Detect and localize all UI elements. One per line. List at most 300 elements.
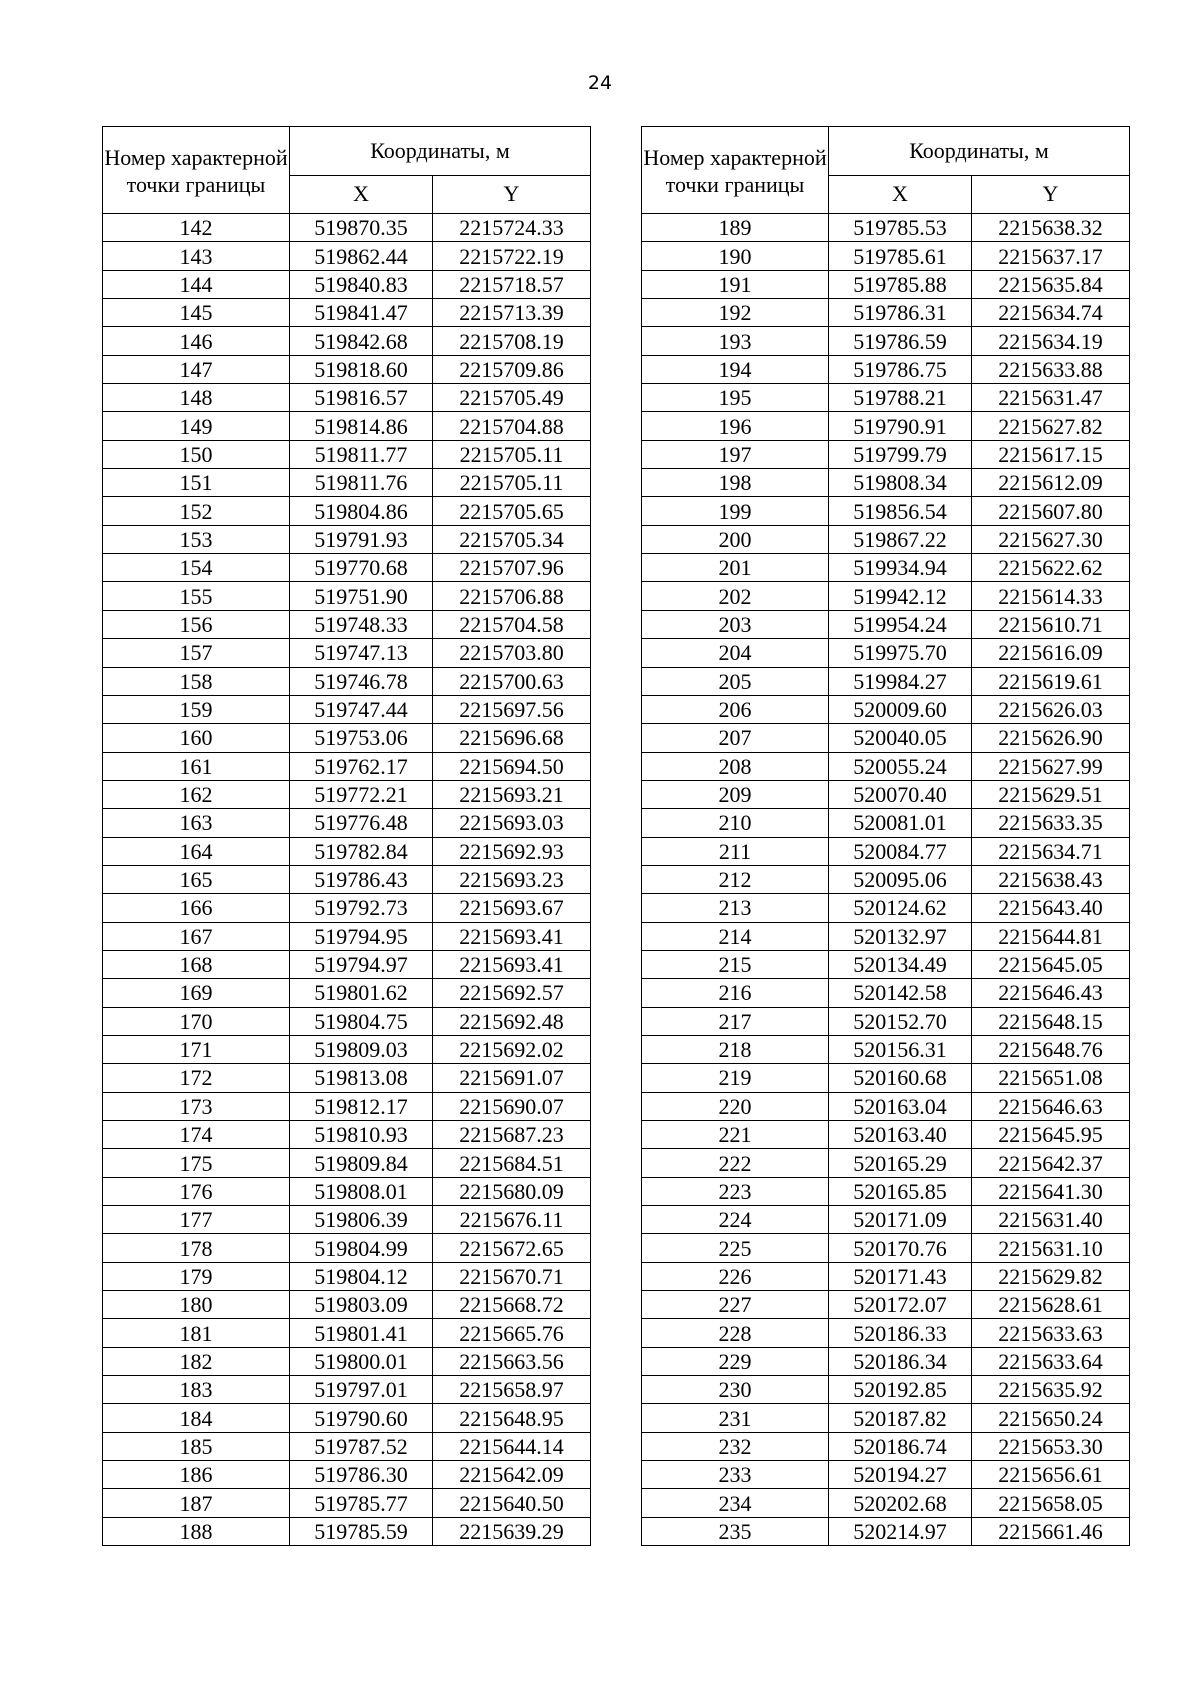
y-coordinate-cell: 2215651.08 (972, 1064, 1130, 1092)
x-coordinate-cell: 519809.03 (290, 1035, 433, 1063)
point-number-cell: 216 (642, 979, 829, 1007)
y-coordinate-cell: 2215704.58 (433, 610, 591, 638)
table-row (642, 1376, 1130, 1404)
point-number-cell: 194 (642, 355, 829, 383)
x-coordinate-cell: 519785.53 (829, 214, 972, 242)
table-row (103, 1177, 591, 1205)
table-row (103, 610, 591, 638)
point-number-cell: 184 (103, 1404, 290, 1432)
coordinates-table-right (641, 126, 1130, 1546)
y-coordinate-cell: 2215656.61 (972, 1461, 1130, 1489)
table-row (642, 752, 1130, 780)
x-header: X (829, 175, 972, 213)
point-number-cell: 195 (642, 384, 829, 412)
point-number-cell: 215 (642, 950, 829, 978)
x-coordinate-cell: 519785.61 (829, 242, 972, 270)
x-coordinate-cell: 519786.43 (290, 865, 433, 893)
x-coordinate-cell: 519942.12 (829, 582, 972, 610)
y-coordinate-cell: 2215650.24 (972, 1404, 1130, 1432)
point-number-cell: 196 (642, 412, 829, 440)
y-coordinate-cell: 2215693.41 (433, 950, 591, 978)
table-row (642, 582, 1130, 610)
table-row (642, 894, 1130, 922)
table-row (642, 639, 1130, 667)
y-coordinate-cell: 2215648.95 (433, 1404, 591, 1432)
point-number-cell: 153 (103, 525, 290, 553)
x-coordinate-cell: 519786.31 (829, 299, 972, 327)
x-coordinate-cell: 519870.35 (290, 214, 433, 242)
table-row (103, 1376, 591, 1404)
x-coordinate-cell: 519813.08 (290, 1064, 433, 1092)
y-coordinate-cell: 2215610.71 (972, 610, 1130, 638)
x-coordinate-cell: 519800.01 (290, 1347, 433, 1375)
x-coordinate-cell: 520186.33 (829, 1319, 972, 1347)
point-number-cell: 207 (642, 724, 829, 752)
table-row (103, 1461, 591, 1489)
table-row (103, 865, 591, 893)
table-row (642, 695, 1130, 723)
table-row (642, 809, 1130, 837)
table-row (103, 1262, 591, 1290)
point-number-cell: 169 (103, 979, 290, 1007)
table-row (103, 922, 591, 950)
point-number-cell: 145 (103, 299, 290, 327)
x-coordinate-cell: 520172.07 (829, 1291, 972, 1319)
x-coordinate-cell: 520163.04 (829, 1092, 972, 1120)
point-number-cell: 214 (642, 922, 829, 950)
y-header: Y (972, 175, 1130, 213)
table-row (103, 639, 591, 667)
point-number-cell: 192 (642, 299, 829, 327)
table-row (642, 270, 1130, 298)
table-row (103, 1064, 591, 1092)
y-coordinate-cell: 2215626.03 (972, 695, 1130, 723)
point-number-cell: 234 (642, 1489, 829, 1517)
point-number-cell: 201 (642, 554, 829, 582)
y-coordinate-cell: 2215642.09 (433, 1461, 591, 1489)
point-number-cell: 197 (642, 440, 829, 468)
y-coordinate-cell: 2215637.17 (972, 242, 1130, 270)
x-coordinate-cell: 519751.90 (290, 582, 433, 610)
x-coordinate-cell: 519804.99 (290, 1234, 433, 1262)
x-coordinate-cell: 519810.93 (290, 1121, 433, 1149)
x-coordinate-cell: 519786.59 (829, 327, 972, 355)
x-coordinate-cell: 520171.09 (829, 1206, 972, 1234)
x-coordinate-cell: 520132.97 (829, 922, 972, 950)
y-coordinate-cell: 2215692.48 (433, 1007, 591, 1035)
y-coordinate-cell: 2215640.50 (433, 1489, 591, 1517)
table-row (103, 1007, 591, 1035)
point-number-cell: 171 (103, 1035, 290, 1063)
x-coordinate-cell: 520187.82 (829, 1404, 972, 1432)
y-coordinate-cell: 2215672.65 (433, 1234, 591, 1262)
point-number-cell: 203 (642, 610, 829, 638)
x-coordinate-cell: 519804.75 (290, 1007, 433, 1035)
y-coordinate-cell: 2215703.80 (433, 639, 591, 667)
y-coordinate-cell: 2215633.35 (972, 809, 1130, 837)
y-coordinate-cell: 2215645.95 (972, 1121, 1130, 1149)
point-number-cell: 208 (642, 752, 829, 780)
x-header: X (290, 175, 433, 213)
y-coordinate-cell: 2215705.11 (433, 469, 591, 497)
point-number-cell: 212 (642, 865, 829, 893)
table-row (642, 865, 1130, 893)
y-coordinate-cell: 2215693.23 (433, 865, 591, 893)
y-coordinate-cell: 2215635.92 (972, 1376, 1130, 1404)
table-row (642, 525, 1130, 553)
x-coordinate-cell: 520160.68 (829, 1064, 972, 1092)
point-number-cell: 189 (642, 214, 829, 242)
y-coordinate-cell: 2215631.47 (972, 384, 1130, 412)
y-coordinate-cell: 2215634.74 (972, 299, 1130, 327)
y-coordinate-cell: 2215627.99 (972, 752, 1130, 780)
point-number-cell: 206 (642, 695, 829, 723)
table-row (642, 979, 1130, 1007)
point-number-cell: 151 (103, 469, 290, 497)
y-coordinate-cell: 2215709.86 (433, 355, 591, 383)
table-row (103, 979, 591, 1007)
table-row (103, 752, 591, 780)
table-row (103, 1432, 591, 1460)
y-coordinate-cell: 2215706.88 (433, 582, 591, 610)
x-coordinate-cell: 519814.86 (290, 412, 433, 440)
point-number-cell: 229 (642, 1347, 829, 1375)
table-row (642, 1461, 1130, 1489)
point-number-cell: 143 (103, 242, 290, 270)
table-row (103, 1121, 591, 1149)
x-coordinate-cell: 519842.68 (290, 327, 433, 355)
point-number-cell: 190 (642, 242, 829, 270)
point-number-cell: 178 (103, 1234, 290, 1262)
y-coordinate-cell: 2215642.37 (972, 1149, 1130, 1177)
x-coordinate-cell: 519803.09 (290, 1291, 433, 1319)
y-coordinate-cell: 2215635.84 (972, 270, 1130, 298)
point-number-cell: 155 (103, 582, 290, 610)
point-number-cell: 158 (103, 667, 290, 695)
x-coordinate-cell: 520186.34 (829, 1347, 972, 1375)
table-row (642, 1149, 1130, 1177)
point-number-cell: 168 (103, 950, 290, 978)
table-row (642, 1517, 1130, 1545)
table-row (103, 554, 591, 582)
x-coordinate-cell: 519782.84 (290, 837, 433, 865)
coordinates-header: Координаты, м (290, 127, 591, 176)
y-coordinate-cell: 2215648.76 (972, 1035, 1130, 1063)
y-coordinate-cell: 2215700.63 (433, 667, 591, 695)
y-coordinate-cell: 2215691.07 (433, 1064, 591, 1092)
x-coordinate-cell: 520165.85 (829, 1177, 972, 1205)
table-row (103, 695, 591, 723)
table-row (642, 610, 1130, 638)
point-number-cell: 187 (103, 1489, 290, 1517)
table-row (103, 327, 591, 355)
y-coordinate-cell: 2215631.10 (972, 1234, 1130, 1262)
table-row (642, 950, 1130, 978)
y-coordinate-cell: 2215645.05 (972, 950, 1130, 978)
y-coordinate-cell: 2215644.81 (972, 922, 1130, 950)
x-coordinate-cell: 520009.60 (829, 695, 972, 723)
point-number-cell: 186 (103, 1461, 290, 1489)
y-coordinate-cell: 2215713.39 (433, 299, 591, 327)
x-coordinate-cell: 520202.68 (829, 1489, 972, 1517)
x-coordinate-cell: 519804.86 (290, 497, 433, 525)
table-row (103, 809, 591, 837)
point-number-cell: 149 (103, 412, 290, 440)
point-number-cell: 172 (103, 1064, 290, 1092)
point-number-cell: 220 (642, 1092, 829, 1120)
y-coordinate-cell: 2215705.11 (433, 440, 591, 468)
table-row (642, 355, 1130, 383)
table-row (642, 384, 1130, 412)
y-coordinate-cell: 2215658.05 (972, 1489, 1130, 1517)
y-coordinate-cell: 2215705.49 (433, 384, 591, 412)
table-row (642, 922, 1130, 950)
x-coordinate-cell: 520142.58 (829, 979, 972, 1007)
x-coordinate-cell: 519840.83 (290, 270, 433, 298)
x-coordinate-cell: 519806.39 (290, 1206, 433, 1234)
point-number-cell: 199 (642, 497, 829, 525)
point-number-cell: 228 (642, 1319, 829, 1347)
y-coordinate-cell: 2215641.30 (972, 1177, 1130, 1205)
x-coordinate-cell: 520040.05 (829, 724, 972, 752)
table-row (642, 1489, 1130, 1517)
point-number-cell: 210 (642, 809, 829, 837)
x-coordinate-cell: 519799.79 (829, 440, 972, 468)
point-number-cell: 209 (642, 780, 829, 808)
x-coordinate-cell: 519984.27 (829, 667, 972, 695)
y-coordinate-cell: 2215653.30 (972, 1432, 1130, 1460)
y-coordinate-cell: 2215633.88 (972, 355, 1130, 383)
x-coordinate-cell: 519816.57 (290, 384, 433, 412)
point-number-cell: 235 (642, 1517, 829, 1545)
y-coordinate-cell: 2215696.68 (433, 724, 591, 752)
x-coordinate-cell: 520156.31 (829, 1035, 972, 1063)
point-number-cell: 152 (103, 497, 290, 525)
table-row (642, 1121, 1130, 1149)
x-coordinate-cell: 519786.30 (290, 1461, 433, 1489)
point-number-cell: 233 (642, 1461, 829, 1489)
table-row (103, 1092, 591, 1120)
table-row (103, 1035, 591, 1063)
table-row (642, 242, 1130, 270)
x-coordinate-cell: 520170.76 (829, 1234, 972, 1262)
point-number-cell: 223 (642, 1177, 829, 1205)
x-coordinate-cell: 519787.52 (290, 1432, 433, 1460)
point-number-cell: 185 (103, 1432, 290, 1460)
coordinates-header: Координаты, м (829, 127, 1130, 176)
y-coordinate-cell: 2215661.46 (972, 1517, 1130, 1545)
y-coordinate-cell: 2215694.50 (433, 752, 591, 780)
point-number-cell: 226 (642, 1262, 829, 1290)
x-coordinate-cell: 519785.59 (290, 1517, 433, 1545)
x-coordinate-cell: 519811.77 (290, 440, 433, 468)
table-row (642, 1319, 1130, 1347)
y-coordinate-cell: 2215690.07 (433, 1092, 591, 1120)
table-row (642, 1291, 1130, 1319)
x-coordinate-cell: 519790.91 (829, 412, 972, 440)
point-number-cell: 232 (642, 1432, 829, 1460)
x-coordinate-cell: 519747.44 (290, 695, 433, 723)
table-row (103, 525, 591, 553)
table-row (642, 1404, 1130, 1432)
x-coordinate-cell: 519954.24 (829, 610, 972, 638)
x-coordinate-cell: 520134.49 (829, 950, 972, 978)
y-coordinate-cell: 2215627.82 (972, 412, 1130, 440)
point-number-cell: 150 (103, 440, 290, 468)
y-coordinate-cell: 2215665.76 (433, 1319, 591, 1347)
point-number-cell: 193 (642, 327, 829, 355)
y-coordinate-cell: 2215704.88 (433, 412, 591, 440)
y-coordinate-cell: 2215705.34 (433, 525, 591, 553)
table-row (103, 667, 591, 695)
x-coordinate-cell: 519801.62 (290, 979, 433, 1007)
point-number-header: Номер характерной точки границы (103, 127, 290, 214)
y-coordinate-cell: 2215633.63 (972, 1319, 1130, 1347)
x-coordinate-cell: 519788.21 (829, 384, 972, 412)
point-number-cell: 154 (103, 554, 290, 582)
x-coordinate-cell: 520194.27 (829, 1461, 972, 1489)
table-row (642, 299, 1130, 327)
x-coordinate-cell: 519772.21 (290, 780, 433, 808)
point-number-cell: 227 (642, 1291, 829, 1319)
y-coordinate-cell: 2215629.51 (972, 780, 1130, 808)
y-coordinate-cell: 2215692.02 (433, 1035, 591, 1063)
table-row (103, 384, 591, 412)
point-number-cell: 188 (103, 1517, 290, 1545)
x-coordinate-cell: 519934.94 (829, 554, 972, 582)
point-number-cell: 183 (103, 1376, 290, 1404)
table-row (103, 1319, 591, 1347)
x-coordinate-cell: 519776.48 (290, 809, 433, 837)
table-row (642, 1432, 1130, 1460)
point-number-cell: 157 (103, 639, 290, 667)
y-coordinate-cell: 2215639.29 (433, 1517, 591, 1545)
point-number-cell: 204 (642, 639, 829, 667)
y-coordinate-cell: 2215722.19 (433, 242, 591, 270)
point-number-cell: 175 (103, 1149, 290, 1177)
point-number-cell: 156 (103, 610, 290, 638)
table-row (103, 780, 591, 808)
y-coordinate-cell: 2215684.51 (433, 1149, 591, 1177)
x-coordinate-cell: 519811.76 (290, 469, 433, 497)
y-coordinate-cell: 2215629.82 (972, 1262, 1130, 1290)
x-coordinate-cell: 519794.95 (290, 922, 433, 950)
x-coordinate-cell: 520081.01 (829, 809, 972, 837)
y-coordinate-cell: 2215663.56 (433, 1347, 591, 1375)
point-number-cell: 231 (642, 1404, 829, 1432)
table-row (103, 894, 591, 922)
x-coordinate-cell: 519785.77 (290, 1489, 433, 1517)
x-coordinate-cell: 519797.01 (290, 1376, 433, 1404)
y-coordinate-cell: 2215616.09 (972, 639, 1130, 667)
y-coordinate-cell: 2215668.72 (433, 1291, 591, 1319)
table-row (103, 1489, 591, 1517)
table-row (103, 1347, 591, 1375)
x-coordinate-cell: 519748.33 (290, 610, 433, 638)
y-coordinate-cell: 2215627.30 (972, 525, 1130, 553)
table-row (103, 1517, 591, 1545)
point-number-cell: 166 (103, 894, 290, 922)
table-row (103, 497, 591, 525)
table-row (103, 837, 591, 865)
point-number-cell: 218 (642, 1035, 829, 1063)
table-row (103, 724, 591, 752)
table-row (642, 1007, 1130, 1035)
y-coordinate-cell: 2215634.71 (972, 837, 1130, 865)
x-coordinate-cell: 519786.75 (829, 355, 972, 383)
x-coordinate-cell: 519809.84 (290, 1149, 433, 1177)
y-coordinate-cell: 2215693.41 (433, 922, 591, 950)
y-coordinate-cell: 2215680.09 (433, 1177, 591, 1205)
x-coordinate-cell: 520055.24 (829, 752, 972, 780)
y-coordinate-cell: 2215676.11 (433, 1206, 591, 1234)
y-coordinate-cell: 2215638.43 (972, 865, 1130, 893)
table-row (642, 497, 1130, 525)
x-coordinate-cell: 519804.12 (290, 1262, 433, 1290)
x-coordinate-cell: 520095.06 (829, 865, 972, 893)
table-row (103, 950, 591, 978)
x-coordinate-cell: 519790.60 (290, 1404, 433, 1432)
y-coordinate-cell: 2215692.93 (433, 837, 591, 865)
y-coordinate-cell: 2215658.97 (433, 1376, 591, 1404)
table-row (103, 270, 591, 298)
point-number-cell: 225 (642, 1234, 829, 1262)
x-coordinate-cell: 519808.01 (290, 1177, 433, 1205)
table-row (103, 1206, 591, 1234)
point-number-cell: 213 (642, 894, 829, 922)
point-number-cell: 142 (103, 214, 290, 242)
y-coordinate-cell: 2215693.67 (433, 894, 591, 922)
y-header: Y (433, 175, 591, 213)
x-coordinate-cell: 519791.93 (290, 525, 433, 553)
point-number-cell: 224 (642, 1206, 829, 1234)
table-row (642, 412, 1130, 440)
y-coordinate-cell: 2215646.43 (972, 979, 1130, 1007)
x-coordinate-cell: 520171.43 (829, 1262, 972, 1290)
point-number-cell: 181 (103, 1319, 290, 1347)
x-coordinate-cell: 520192.85 (829, 1376, 972, 1404)
y-coordinate-cell: 2215644.14 (433, 1432, 591, 1460)
table-row (642, 1262, 1130, 1290)
point-number-cell: 167 (103, 922, 290, 950)
table-row (642, 440, 1130, 468)
table-row (642, 1177, 1130, 1205)
table-row (642, 1092, 1130, 1120)
table-row (103, 582, 591, 610)
coordinates-table-left (102, 126, 591, 1546)
table-row (642, 780, 1130, 808)
point-number-cell: 161 (103, 752, 290, 780)
y-coordinate-cell: 2215724.33 (433, 214, 591, 242)
x-coordinate-cell: 520165.29 (829, 1149, 972, 1177)
point-number-cell: 180 (103, 1291, 290, 1319)
x-coordinate-cell: 519856.54 (829, 497, 972, 525)
y-coordinate-cell: 2215614.33 (972, 582, 1130, 610)
point-number-cell: 222 (642, 1149, 829, 1177)
y-coordinate-cell: 2215612.09 (972, 469, 1130, 497)
point-number-cell: 160 (103, 724, 290, 752)
table-row (642, 1234, 1130, 1262)
x-coordinate-cell: 519792.73 (290, 894, 433, 922)
point-number-cell: 217 (642, 1007, 829, 1035)
point-number-cell: 182 (103, 1347, 290, 1375)
y-coordinate-cell: 2215626.90 (972, 724, 1130, 752)
point-number-cell: 159 (103, 695, 290, 723)
table-row (642, 837, 1130, 865)
point-number-cell: 200 (642, 525, 829, 553)
y-coordinate-cell: 2215692.57 (433, 979, 591, 1007)
x-coordinate-cell: 519762.17 (290, 752, 433, 780)
